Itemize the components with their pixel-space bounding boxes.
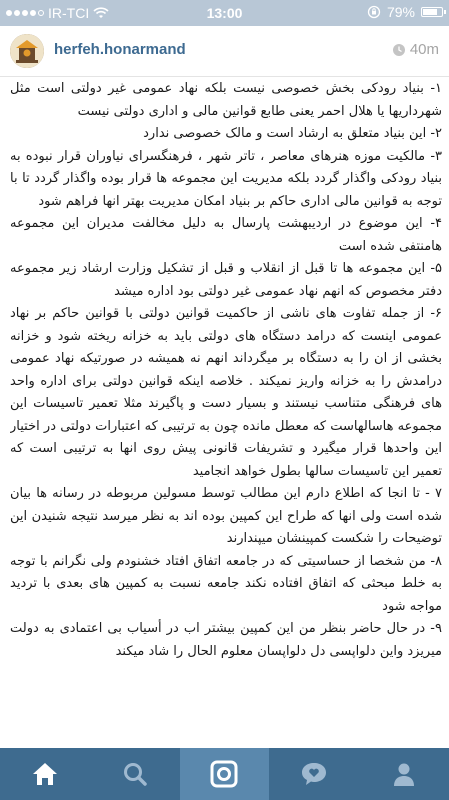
caption-paragraph: ۹- در حال حاضر بنظر من این کمپین بیشتر اب در أسیاب بی اعتمادی به دولت میریزد واین دلواپسی دل دلواپسان معلوم الحال را شاد میکند: [10, 621, 442, 659]
post-caption: [10, 78, 442, 738]
camera-icon: [209, 759, 239, 789]
status-bar: [0, 0, 449, 26]
search-icon: [122, 761, 148, 787]
clock-icon: [392, 43, 406, 57]
battery-fill: [423, 9, 437, 15]
bottom-tab-bar: [0, 748, 449, 800]
avatar[interactable]: [10, 34, 44, 68]
caption-paragraph: ۱- بنیاد رودکی بخش خصوصی نیست بلکه نهاد عمومی غیر دولتی است مثل شهرداریها یا هلال احمر یعنی طابع قوانین مالی و اداری دولتی نیست: [10, 81, 442, 119]
tab-activity[interactable]: [269, 748, 359, 800]
caption-paragraph: ۶- از جمله تفاوت های ناشی از حاکمیت قوانین دولتی با قوانین حاکم بر نهاد عمومی اینست که درامد دستگاه های دولتی باید به خزانه ریخته شود و خزانه بخشی از ان را به دستگاه بر میگرداند انهم نه همیشه در صورتیکه نهاد عمومی درامدش را به خزانه واریز نمیکند . خلاصه اینکه قوانین دولتی برای اداره واحد های فرهنگی متناسب نیستند و بسیار دست و پاگیرند مثلا تعمیر تاسیسات این مجموعه هاسالهاست که معطل مانده چون به ترتیبی که اعتبارات دولتی در اختیار این واحدها قرار میگیرد و تشریفات قانونی پیش روی انها به ترتیبی است که تعمیر این تاسیسات سالها بطول خواهد انجامید: [10, 306, 442, 479]
clock: 13:00: [206, 5, 243, 21]
home-icon: [31, 761, 59, 787]
caption-paragraph: ۴- این موضوع در اردیبهشت پارسال به دلیل مخالفت مدیران این مجموعه هامنتفی شده است: [10, 216, 442, 254]
rotation-lock-icon: [367, 5, 381, 19]
avatar-logo-icon: [10, 34, 44, 68]
tab-profile[interactable]: [359, 748, 449, 800]
carrier-name: IR-TCI: [48, 5, 90, 21]
status-right: [367, 4, 443, 20]
tab-home[interactable]: [0, 748, 90, 800]
person-icon: [391, 761, 417, 787]
caption-paragraph: ۷ - تا انجا که اطلاع دارم این مطالب توسط مسولین مربوطه در رسانه ها بیان شده است ولی انها که طراح این کمپین بوده اند به نظر میرسد نتیجه شنیدن این توضیحات را شکست کمپینشان میپندارند: [10, 486, 442, 546]
post-timestamp: [392, 41, 439, 58]
caption-paragraph: ۳- مالکیت موزه هنرهای معاصر ، تاتر شهر ، فرهنگسرای نیاوران قرار نبوده به بنیاد رودکی واگذار گردد بلکه مدیریت این مجموعه ها قرار بوده واگذار گردد تا با توجه به قوانین مالی اداری حاکم بر بنیاد امکان مدیریت بهتر انها فراهم شود: [10, 148, 442, 209]
post-header: [0, 26, 449, 77]
battery-icon: [421, 7, 443, 17]
time-ago-text: 40m: [409, 41, 439, 58]
username-link[interactable]: herfeh.honarmand: [54, 41, 186, 58]
caption-paragraph: ۲- این بنیاد متعلق به ارشاد است و مالک خصوصی ندارد: [143, 126, 442, 141]
tab-search[interactable]: [90, 748, 180, 800]
battery-percent: 79%: [386, 4, 415, 20]
tab-camera[interactable]: [180, 748, 270, 800]
speech-heart-icon: [300, 761, 328, 787]
caption-paragraph: ۸- من شخصا از حساسیتی که در جامعه اتفاق افتاد خشنودم ولی نگرانم با توجه به خلط مبحثی که اتفاق افتاده نکند جامعه نسبت به کمپین های بعدی با تردید مواجه شود: [10, 553, 442, 614]
caption-paragraph: ۵- این مجموعه ها تا قبل از انقلاب و قبل از تشکیل وزارت ارشاد زیر مجموعه دفتر مخصوص که انهم نهاد عمومی غیر دولتی بود اداره میشد: [10, 261, 442, 299]
